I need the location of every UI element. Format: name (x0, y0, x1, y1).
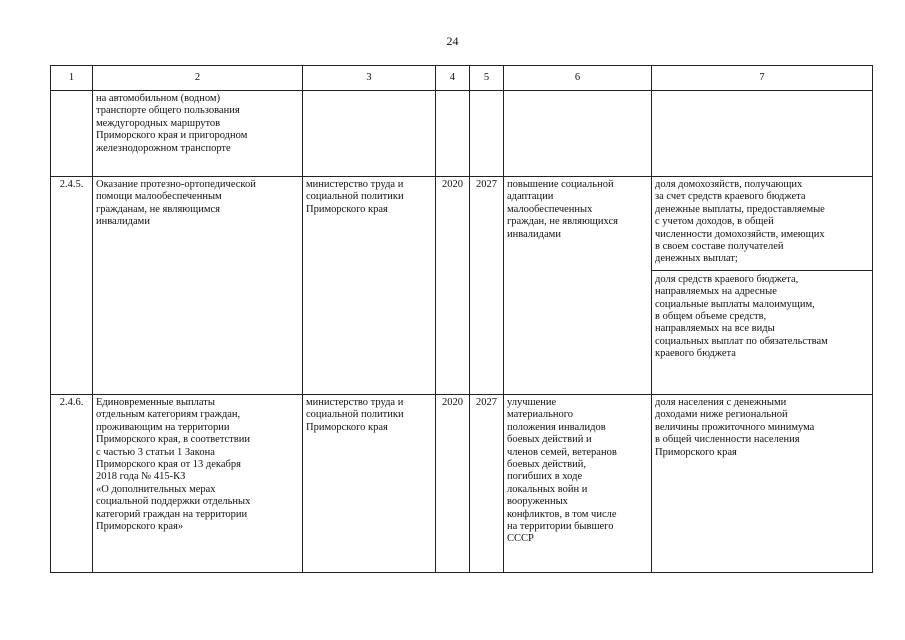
executor-line: социальной политики (306, 191, 404, 203)
result-line: повышение социальной (507, 179, 614, 190)
column-header-5: 5 (470, 66, 504, 91)
end-year: 2027 (470, 395, 504, 573)
indicator-line: величины прожиточного минимума (655, 421, 815, 433)
indicator-line: в своем составе получателей (655, 241, 784, 253)
column-header-7: 7 (652, 66, 873, 91)
event-description (93, 177, 303, 395)
end-year (470, 91, 504, 177)
result-line: членов семей, ветеранов (507, 446, 617, 458)
start-year: 2020 (436, 177, 470, 395)
event-line: Оказание протезно-ортопедической (96, 179, 256, 190)
event-line: инвалидами (96, 216, 150, 228)
event-line: социальной поддержки отдельных (96, 496, 251, 508)
table-row (51, 395, 873, 573)
table-row (51, 177, 873, 395)
responsible-executor (303, 91, 436, 177)
target-indicator (652, 395, 873, 573)
column-header-4: 4 (436, 66, 470, 91)
indicator-line: в общем объеме средств, (655, 311, 767, 323)
column-header-2: 2 (93, 66, 303, 91)
indicator-line: денежных выплат; (655, 253, 738, 265)
event-description (93, 91, 303, 177)
indicator-line: краевого бюджета (655, 348, 736, 360)
indicator-block (652, 270, 872, 361)
indicator-line: доля домохозяйств, получающих (655, 179, 803, 190)
start-year: 2020 (436, 395, 470, 573)
event-description (93, 395, 303, 573)
result-line: материального (507, 409, 574, 421)
table-row (51, 91, 873, 177)
result-line: адаптации (507, 191, 554, 203)
indicator-line: социальные выплаты малоимущим, (655, 298, 815, 310)
result-line: граждан, не являющихся (507, 216, 618, 228)
column-header-6: 6 (504, 66, 652, 91)
event-line: Приморского края и пригородном (96, 130, 248, 142)
result-line: малообеспеченных (507, 203, 593, 215)
event-line: помощи малообеспеченным (96, 191, 222, 203)
indicator-line: доля средств краевого бюджета, (655, 273, 799, 285)
expected-result (504, 395, 652, 573)
page-number: 24 (446, 34, 459, 48)
indicator-line: за счет средств краевого бюджета (655, 191, 806, 203)
event-line: железнодорожном транспорте (96, 142, 231, 154)
event-line: гражданам, не являющимся (96, 203, 220, 215)
result-line: погибших в ходе (507, 471, 583, 483)
event-line: категорий граждан на территории (96, 508, 248, 520)
target-indicator (652, 177, 873, 395)
column-header-3: 3 (303, 66, 436, 91)
executor-line: министерство труда и (306, 397, 404, 408)
expected-result (504, 177, 652, 395)
result-line: боевых действий, (507, 459, 586, 471)
indicator-line: численности домохозяйств, имеющих (655, 228, 825, 240)
event-line: Приморского края» (96, 521, 184, 533)
executor-line: министерство труда и (306, 179, 404, 190)
event-line: Приморского края от 13 декабря (96, 459, 241, 471)
indicator-line: направляемых на все виды (655, 323, 775, 335)
event-line: междугородных маршрутов (96, 117, 221, 129)
event-line: 2018 года № 415-КЗ (96, 471, 186, 483)
item-number: 2.4.5. (51, 177, 93, 395)
event-line: Единовременные выплаты (96, 397, 215, 408)
end-year: 2027 (470, 177, 504, 395)
indicator-line: направляемых на адресные (655, 286, 777, 298)
event-line: отдельным категориям граждан, (96, 409, 241, 421)
table-header-row (51, 66, 873, 91)
indicator-line: денежные выплаты, предоставляемые (655, 203, 825, 215)
result-line: положения инвалидов (507, 421, 606, 433)
result-line: боевых действий и (507, 434, 592, 446)
event-line: транспорте общего пользования (96, 105, 240, 117)
item-number: 2.4.6. (51, 395, 93, 573)
executor-line: Приморского края (306, 203, 388, 215)
item-number (51, 91, 93, 177)
indicator-line: доля населения с денежными (655, 397, 787, 408)
result-line: СССР (507, 533, 534, 545)
executor-line: социальной политики (306, 409, 404, 421)
result-line: вооруженных (507, 496, 568, 508)
executor-line: Приморского края (306, 421, 388, 433)
indicator-line: доходами ниже региональной (655, 409, 788, 421)
result-line: улучшение (507, 397, 557, 408)
result-line: конфликтов, в том числе (507, 508, 617, 520)
event-line: «О дополнительных мерах (96, 483, 216, 495)
responsible-executor (303, 395, 436, 573)
result-line: инвалидами (507, 228, 561, 240)
target-indicator (652, 91, 873, 177)
indicator-block (655, 397, 869, 459)
result-line: на территории бывшего (507, 521, 614, 533)
event-line: Приморского края, в соответствии (96, 434, 250, 446)
responsible-executor (303, 177, 436, 395)
indicator-line: социальных выплат по обязательствам (655, 335, 828, 347)
event-line: на автомобильном (водном) (96, 93, 221, 104)
result-line: локальных войн и (507, 483, 588, 495)
expected-result (504, 91, 652, 177)
start-year (436, 91, 470, 177)
indicator-line: с учетом доходов, в общей (655, 216, 774, 228)
column-header-1: 1 (51, 66, 93, 91)
event-line: с частью 3 статьи 1 Закона (96, 446, 215, 458)
program-measures-table (50, 65, 873, 573)
indicator-line: в общей численности населения (655, 434, 800, 446)
indicator-block (655, 179, 869, 266)
indicator-line: Приморского края (655, 446, 737, 458)
event-line: проживающим на территории (96, 421, 230, 433)
